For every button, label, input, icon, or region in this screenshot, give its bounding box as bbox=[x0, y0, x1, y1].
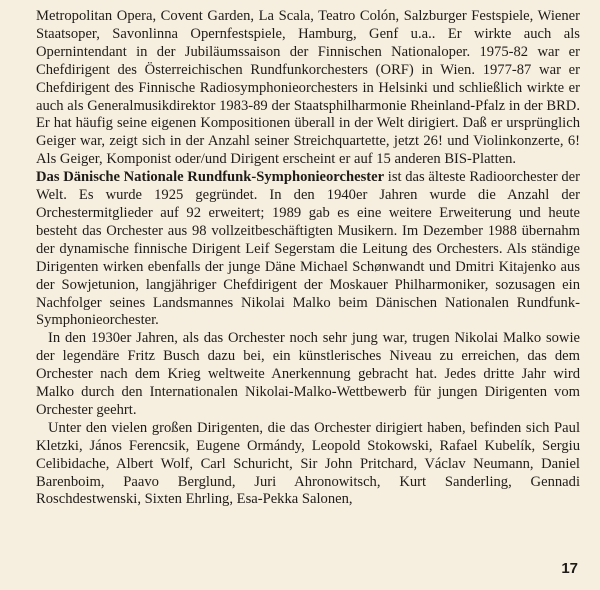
paragraph-orchestra-intro bbox=[36, 169, 580, 330]
orchestra-heading: Das Dänische Nationale Rundfunk-Symphonieorchester bbox=[36, 169, 385, 186]
page-number: 17 bbox=[561, 560, 578, 577]
paragraph-history bbox=[36, 330, 580, 420]
paragraph-biography-continued bbox=[36, 8, 580, 169]
document-page bbox=[36, 8, 580, 509]
paragraph-text: ist das älteste Radioorchester der Welt. Es wurde 1925 gegründet. In den 1940er Jahren wurde die Anzahl der Orchestermitglieder auf 92 erweitert; 1989 gab es eine weitere Erweiterung und heute besteht das Orchester aus 98 vollzeitbeschäftigten Musikern. Im Dezember 1988 übernahm der dynamische finnische Dirigent Leif Segerstam die Leitung des Orchesters. Als ständige Dirigenten wirken ebenfalls der junge Däne Michael Schønwandt und Dmitri Kitajenko aus der Sowjetunion, langjähriger Chefdirigent der Moskauer Philharmoniker, sozusagen ein Nachfolger seines Landsmannes Nikolai Malko beim Dänischen Nationalen Rundfunk-Symphonieorchester. bbox=[36, 169, 580, 329]
paragraph-text: Unter den vielen großen Dirigenten, die das Orchester dirigiert haben, befinden sich Paul Kletzki, János Ferencsik, Eugene Ormándy, Leopold Stokowski, Rafael Kubelík, Sergiu Celibidache, Albert Wolf, Carl Schuricht, Sir John Pritchard, Václav Neumann, Daniel Barenboim, Paavo Berglund, Juri Ahronowitsch, Kurt Sanderling, Gennadi Roschdestwenski, Sixten Ehrling, Esa-Pekka Salonen, bbox=[36, 419, 580, 508]
paragraph-conductors bbox=[36, 420, 580, 510]
paragraph-text: Metropolitan Opera, Covent Garden, La Scala, Teatro Colón, Salzburger Festspiele, Wiener Staatsoper, Savonlinna Opernfestspiele, Hamburg, Genf u.a.. Er wirkte auch als Opernintendant in der Jubiläumssaison der Finnischen Nationaloper. 1975-82 war er Chefdirigent des Österreichischen Rundfunkorchesters (ORF) in Wien. 1977-87 war er Chefdirigent des Finnische Radiosymphonieorchesters in Helsinki und schließlich wirkte er auch als Generalmusikdirektor 1983-89 der Staatsphilharmonie Rheinland-Pfalz in der BRD. Er hat häufig seine eigenen Kompositionen überall in der Welt dirigiert. Daß er ursprünglich Geiger war, zeigt sich in der Anzahl seiner Streichquartette, jetzt 26! und Violinkonzerte, 6! Als Geiger, Komponist oder/und Dirigent erscheint er auf 15 anderen BIS-Platten. bbox=[36, 8, 580, 168]
paragraph-text: In den 1930er Jahren, als das Orchester noch sehr jung war, trugen Nikolai Malko sowie der legendäre Fritz Busch dazu bei, ein künstlerisches Niveau zu erreichen, das dem Orchester nach dem Krieg weltweite Anerkennung gebracht hat. Jedes dritte Jahr wird Malko durch den Internationalen Nikolai-Malko-Wettbewerb für jungen Dirigenten vom Orchester geehrt. bbox=[36, 330, 580, 418]
